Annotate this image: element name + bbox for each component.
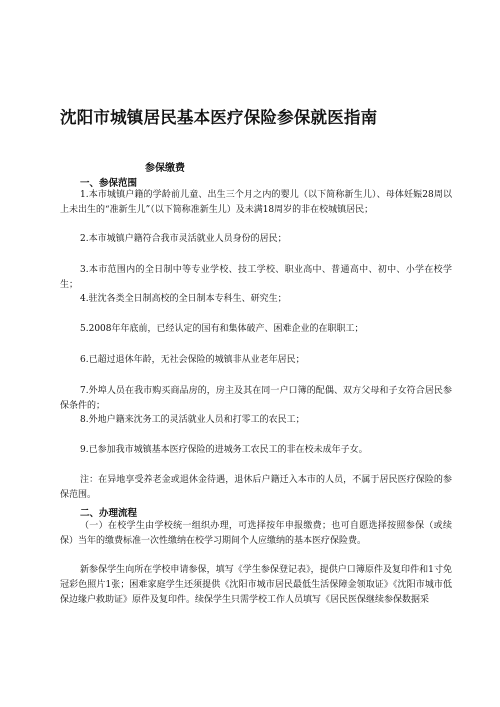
scope-item-2: 2.本市城镇户籍符合我市灵活就业人员身份的居民； (80, 234, 287, 244)
heading-process: 二、办理流程 (80, 508, 138, 519)
scope-item-8: 8.外地户籍来沈务工的灵活就业人员和打零工的农民工； (80, 415, 305, 425)
scope-item-5: 5.2008年年底前，已经认定的国有和集体破产、困难企业的在职职工； (80, 324, 364, 334)
document-title: 沈阳市城镇居民基本医疗保险参保就医指南 (60, 108, 378, 127)
section-title: 参保缴费 (145, 163, 185, 174)
scope-item-9: 9.已参加我市城镇基本医疗保险的进城务工农民工的非在校未成年子女。 (80, 445, 368, 455)
scope-item-1: 1.本市城镇户籍的学龄前儿童、出生三个月之内的婴儿（以下简称新生儿）、母体妊娠28周以上未出生的“准新生儿”（以下简称准新生儿）及未满18周岁的非在校城镇居民； (60, 190, 452, 215)
scope-item-4: 4.驻沈各类全日制高校的全日制本专科生、研究生； (80, 294, 287, 304)
scope-item-7: 7.外埠人员在我市购买商品房的，房主及其在同一户口簿的配偶、双方父母和子女符合居民参保条件的； (60, 386, 452, 411)
scope-item-6: 6.已超过退休年龄，无社会保险的城镇非从业老年居民； (80, 355, 305, 365)
process-item-1: （一）在校学生由学校统一组织办理，可选择按年申报缴费；也可自愿选择按照参保（或续保）当年的缴费标准一次性缴纳在校学习期间个人应缴纳的基本医疗保险费。 (60, 521, 452, 546)
scope-note: 注：在异地享受养老金或退休金待遇，退休后户籍迁入本市的人员，不属于居民医疗保险的参保范围。 (60, 475, 452, 500)
process-item-2: 新参保学生向所在学校申请参保，填写《学生参保登记表》，提供户口簿原件及复印件和1寸免冠彩色照片1张；困难家庭学生还须提供《沈阳市城市居民最低生活保障金领取证》《沈阳市城市低保边缘户救助证》原件及复印件。续保学生只需学校工作人员填写《居民医保继续参保数据采 (60, 565, 452, 605)
scope-item-3: 3.本市范围内的全日制中等专业学校、技工学校、职业高中、普通高中、初中、小学在校学生； (60, 265, 452, 290)
heading-scope: 一、参保范围 (80, 178, 138, 189)
